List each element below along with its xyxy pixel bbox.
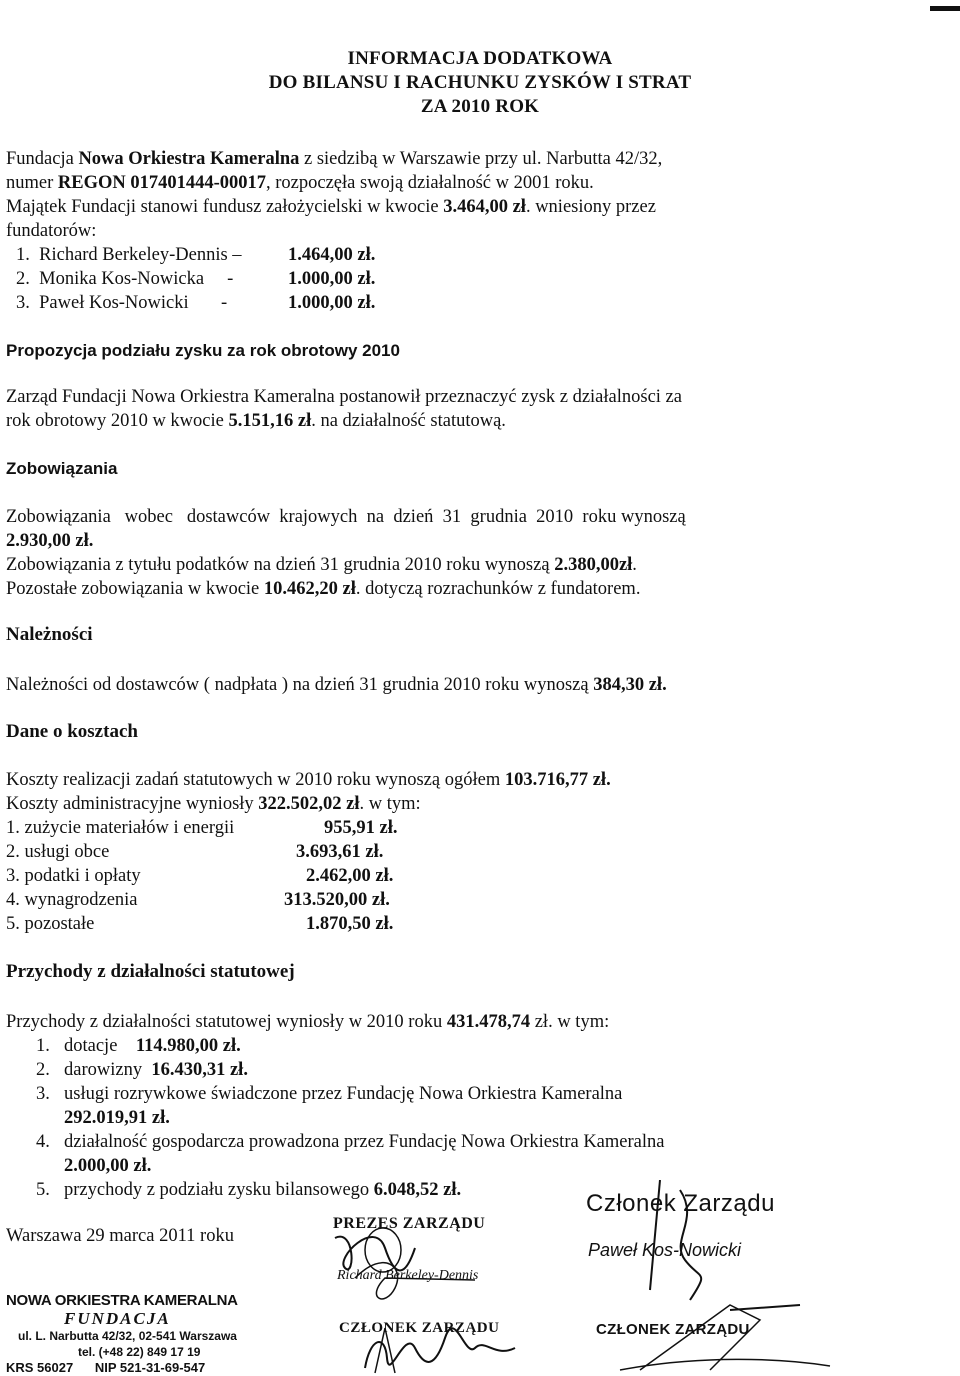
revenue-item: 4. działalność gospodarcza prowadzona przez Fundację Nowa Orkiestra Kameralna 2.000,00 zł.: [36, 1132, 665, 1176]
revenue-heading: Przychody z działalności statutowej: [6, 961, 295, 982]
revenue-item: 3. usługi rozrywkowe świadczone przez Fundację Nowa Orkiestra Kameralna 292.019,91 zł.: [36, 1084, 623, 1128]
costs-line-1: Koszty realizacji zadań statutowych w 2010 roku wynoszą ogółem 103.716,77 zł.: [6, 770, 611, 790]
handwritten-member-name: Paweł Kos-Nowicki: [588, 1240, 742, 1260]
founder-row: 2. Monika Kos-Nowicka - 1.000,00 zł.: [16, 269, 376, 289]
liabilities-line-3: Zobowiązania z tytułu podatków na dzień 31 grudnia 2010 roku wynoszą 2.380,00zł.: [6, 555, 637, 575]
profit-section: [6, 385, 946, 433]
signature-scribble-icon: [580, 1180, 960, 1376]
profit-heading: Propozycja podziału zysku za rok obrotowy 2010: [6, 341, 400, 360]
signature-scribble-icon: [325, 1208, 565, 1376]
title-line-3: ZA 2010 ROK: [420, 96, 540, 117]
costs-line-2: Koszty administracyjne wyniosły 322.502,02 zł. w tym:: [6, 794, 421, 814]
president-signature-block: PREZES ZARZĄDU Richard Berkeley-Dennis CZŁONEK ZARZĄDU: [325, 1208, 565, 1376]
receivables-heading: Należności: [6, 624, 93, 645]
title-line-2: DO BILANSU I RACHUNKU ZYSKÓW I STRAT: [268, 72, 692, 93]
founder-row: 1. Richard Berkeley-Dennis – 1.464,00 zł.: [16, 245, 376, 265]
intro-line-2: numer REGON 017401444-00017, rozpoczęła swoją działalność w 2001 roku.: [6, 173, 594, 193]
costs-heading: Dane o kosztach: [6, 721, 138, 742]
costs-section: [6, 768, 946, 936]
president-name: Richard Berkeley-Dennis: [337, 1268, 479, 1283]
document-title: [0, 47, 960, 119]
founder-row: 3. Paweł Kos-Nowicki - 1.000,00 zł.: [16, 293, 376, 313]
intro-line-4: fundatorów:: [6, 221, 97, 241]
revenue-line-1: Przychody z działalności statutowej wyniosły w 2010 roku 431.478,74 zł. w tym:: [6, 1012, 610, 1032]
revenue-item: 5. przychody z podziału zysku bilansowego 6.048,52 zł.: [36, 1180, 462, 1200]
cost-item: 5. pozostałe 1.870,50 zł.: [6, 914, 394, 934]
cost-item: 1. zużycie materiałów i energii 955,91 zł.: [6, 818, 398, 838]
board-member-label-2: CZŁONEK ZARZĄDU: [596, 1321, 750, 1338]
board-member-signature-block: [580, 1180, 960, 1376]
foundation-stamp: NOWA ORKIESTRA KAMERALNA FUNDACJA ul. L. Narbutta 42/32, 02-541 Warszawa tel. (+48 22) 849 17 19 KRS 56027 NIP 521-31-69-547: [6, 1292, 238, 1375]
cost-item: 3. podatki i opłaty 2.462,00 zł.: [6, 866, 394, 886]
place-date: Warszawa 29 marca 2011 roku: [6, 1226, 234, 1246]
intro-section: [6, 147, 946, 315]
liabilities-section: [6, 505, 946, 601]
receivables-section: [6, 673, 946, 697]
intro-line-3: Majątek Fundacji stanowi fundusz założycielski w kwocie 3.464,00 zł. wniesiony przez: [6, 197, 656, 217]
revenue-item: 2. darowizny 16.430,31 zł.: [36, 1060, 248, 1080]
revenue-section: [6, 1010, 946, 1202]
cost-item: 2. usługi obce 3.693,61 zł.: [6, 842, 384, 862]
corner-mark: [930, 6, 960, 11]
liabilities-heading: Zobowiązania: [6, 459, 118, 478]
revenue-item: 1. dotacje 114.980,00 zł.: [36, 1036, 241, 1056]
handwritten-member-label: Członek Zarządu: [586, 1190, 775, 1217]
liabilities-line-1: Zobowiązania wobec dostawców krajowych na dzień 31 grudnia 2010 roku wynoszą: [6, 507, 686, 527]
receivables-line: Należności od dostawców ( nadpłata ) na dzień 31 grudnia 2010 roku wynoszą 384,30 zł.: [6, 675, 667, 695]
cost-item: 4. wynagrodzenia 313.520,00 zł.: [6, 890, 390, 910]
intro-line-1: Fundacja Nowa Orkiestra Kameralna z siedzibą w Warszawie przy ul. Narbutta 42/32,: [6, 149, 663, 169]
liabilities-line-2: 2.930,00 zł.: [6, 531, 94, 551]
title-line-1: INFORMACJA DODATKOWA: [347, 48, 613, 69]
profit-line-1: Zarząd Fundacji Nowa Orkiestra Kameralna postanowił przeznaczyć zysk z działalności za: [6, 387, 682, 407]
board-member-label-1: CZŁONEK ZARZĄDU: [339, 1320, 500, 1336]
profit-line-2: rok obrotowy 2010 w kwocie 5.151,16 zł. na działalność statutową.: [6, 411, 506, 431]
liabilities-line-4: Pozostałe zobowiązania w kwocie 10.462,20 zł. dotyczą rozrachunków z fundatorem.: [6, 579, 641, 599]
